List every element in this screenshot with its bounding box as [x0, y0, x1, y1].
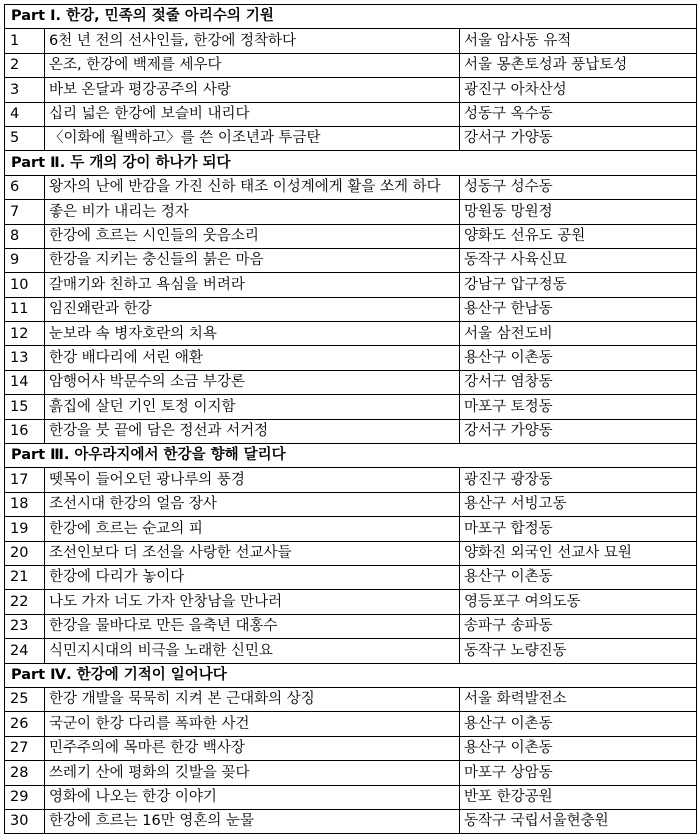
chapter-title: 6천 년 전의 선사인들, 한강에 정착하다 [45, 29, 460, 53]
chapter-location: 용산구 이촌동 [460, 565, 697, 589]
chapter-number: 18 [5, 492, 45, 516]
chapter-location: 마포구 합정동 [460, 517, 697, 541]
chapter-number: 19 [5, 517, 45, 541]
chapter-number: 23 [5, 614, 45, 638]
part-heading-row [5, 5, 697, 29]
table-row [5, 590, 697, 614]
table-row [5, 517, 697, 541]
table-row [5, 78, 697, 102]
chapter-number: 15 [5, 395, 45, 419]
table-row [5, 224, 697, 248]
table-row [5, 492, 697, 516]
table-row [5, 419, 697, 443]
chapter-title: 민주주의에 목마른 한강 백사장 [45, 736, 460, 760]
table-row [5, 736, 697, 760]
part-heading: Part Ⅳ. 한강에 기적이 일어나다 [5, 663, 697, 687]
chapter-title: 〈이화에 월백하고〉를 쓴 이조년과 투금탄 [45, 126, 460, 150]
table-of-contents [4, 4, 697, 834]
chapter-number: 14 [5, 370, 45, 394]
table-row [5, 200, 697, 224]
chapter-title: 한강을 지키는 충신들의 붉은 마음 [45, 248, 460, 272]
table-row [5, 395, 697, 419]
chapter-number: 30 [5, 809, 45, 833]
chapter-title: 쓰레기 산에 평화의 깃발을 꽂다 [45, 761, 460, 785]
chapter-title: 한강에 흐르는 시인들의 웃음소리 [45, 224, 460, 248]
chapter-title: 한강 개발을 묵묵히 지켜 본 근대화의 상징 [45, 687, 460, 711]
part-heading: Part Ⅰ. 한강, 민족의 젖줄 아리수의 기원 [5, 5, 697, 29]
chapter-number: 4 [5, 102, 45, 126]
toc-body [5, 5, 697, 834]
chapter-location: 양화진 외국인 선교사 묘원 [460, 541, 697, 565]
table-row [5, 468, 697, 492]
chapter-number: 9 [5, 248, 45, 272]
chapter-title: 십리 넓은 한강에 보슬비 내리다 [45, 102, 460, 126]
chapter-location: 용산구 이촌동 [460, 346, 697, 370]
chapter-location: 마포구 상암동 [460, 761, 697, 785]
chapter-title: 바보 온달과 평강공주의 사랑 [45, 78, 460, 102]
chapter-location: 용산구 이촌동 [460, 736, 697, 760]
chapter-number: 6 [5, 175, 45, 199]
table-row [5, 297, 697, 321]
chapter-title: 임진왜란과 한강 [45, 297, 460, 321]
chapter-title: 눈보라 속 병자호란의 치욕 [45, 322, 460, 346]
chapter-location: 성동구 성수동 [460, 175, 697, 199]
chapter-title: 조선인보다 더 조선을 사랑한 선교사들 [45, 541, 460, 565]
chapter-title: 한강에 흐르는 16만 영혼의 눈물 [45, 809, 460, 833]
part-heading-row [5, 663, 697, 687]
chapter-location: 마포구 토정동 [460, 395, 697, 419]
chapter-location: 동작구 노량진동 [460, 639, 697, 663]
chapter-title: 영화에 나오는 한강 이야기 [45, 785, 460, 809]
chapter-location: 영등포구 여의도동 [460, 590, 697, 614]
chapter-number: 16 [5, 419, 45, 443]
table-row [5, 346, 697, 370]
chapter-location: 송파구 송파동 [460, 614, 697, 638]
chapter-title: 한강에 다리가 놓이다 [45, 565, 460, 589]
table-row [5, 761, 697, 785]
chapter-title: 갈매기와 친하고 욕심을 버려라 [45, 273, 460, 297]
chapter-location: 성동구 옥수동 [460, 102, 697, 126]
chapter-number: 25 [5, 687, 45, 711]
chapter-location: 양화도 선유도 공원 [460, 224, 697, 248]
chapter-location: 동작구 국립서울현충원 [460, 809, 697, 833]
chapter-number: 29 [5, 785, 45, 809]
table-row [5, 102, 697, 126]
table-row [5, 687, 697, 711]
chapter-location: 용산구 서빙고동 [460, 492, 697, 516]
chapter-location: 망원동 망원정 [460, 200, 697, 224]
chapter-title: 한강을 붓 끝에 담은 정선과 서거정 [45, 419, 460, 443]
table-row [5, 809, 697, 833]
chapter-number: 27 [5, 736, 45, 760]
chapter-number: 26 [5, 712, 45, 736]
chapter-number: 8 [5, 224, 45, 248]
chapter-number: 13 [5, 346, 45, 370]
chapter-title: 한강 배다리에 서린 애환 [45, 346, 460, 370]
chapter-title: 왕자의 난에 반감을 가진 신하 태조 이성계에게 활을 쏘게 하다 [45, 175, 460, 199]
table-row [5, 53, 697, 77]
chapter-title: 흙집에 살던 기인 토정 이지함 [45, 395, 460, 419]
table-row [5, 370, 697, 394]
table-row [5, 541, 697, 565]
chapter-title: 국군이 한강 다리를 폭파한 사건 [45, 712, 460, 736]
chapter-number: 10 [5, 273, 45, 297]
table-row [5, 565, 697, 589]
chapter-number: 1 [5, 29, 45, 53]
chapter-title: 조선시대 한강의 얼음 장사 [45, 492, 460, 516]
chapter-number: 21 [5, 565, 45, 589]
chapter-number: 11 [5, 297, 45, 321]
chapter-location: 강서구 염창동 [460, 370, 697, 394]
table-row [5, 785, 697, 809]
part-heading: Part Ⅱ. 두 개의 강이 하나가 되다 [5, 151, 697, 175]
chapter-number: 24 [5, 639, 45, 663]
chapter-location: 동작구 사육신묘 [460, 248, 697, 272]
table-row [5, 639, 697, 663]
chapter-number: 12 [5, 322, 45, 346]
chapter-title: 온조, 한강에 백제를 세우다 [45, 53, 460, 77]
chapter-title: 한강을 물바다로 만든 을축년 대홍수 [45, 614, 460, 638]
chapter-location: 광진구 광장동 [460, 468, 697, 492]
part-heading-row [5, 151, 697, 175]
chapter-location: 광진구 아차산성 [460, 78, 697, 102]
chapter-location: 강서구 가양동 [460, 419, 697, 443]
chapter-location: 서울 화력발전소 [460, 687, 697, 711]
part-heading: Part Ⅲ. 아우라지에서 한강을 향해 달리다 [5, 444, 697, 468]
chapter-title: 암행어사 박문수의 소금 부강론 [45, 370, 460, 394]
chapter-location: 강서구 가양동 [460, 126, 697, 150]
chapter-title: 식민지시대의 비극을 노래한 신민요 [45, 639, 460, 663]
part-heading-row [5, 444, 697, 468]
chapter-location: 용산구 한남동 [460, 297, 697, 321]
chapter-number: 3 [5, 78, 45, 102]
chapter-number: 20 [5, 541, 45, 565]
chapter-title: 뗏목이 들어오던 광나루의 풍경 [45, 468, 460, 492]
table-row [5, 248, 697, 272]
chapter-location: 반포 한강공원 [460, 785, 697, 809]
table-row [5, 175, 697, 199]
chapter-location: 서울 암사동 유적 [460, 29, 697, 53]
table-row [5, 126, 697, 150]
chapter-number: 28 [5, 761, 45, 785]
table-row [5, 614, 697, 638]
chapter-number: 2 [5, 53, 45, 77]
chapter-title: 한강에 흐르는 순교의 피 [45, 517, 460, 541]
chapter-number: 17 [5, 468, 45, 492]
table-row [5, 712, 697, 736]
chapter-location: 서울 삼전도비 [460, 322, 697, 346]
chapter-location: 서울 몽촌토성과 풍납토성 [460, 53, 697, 77]
table-row [5, 322, 697, 346]
chapter-location: 용산구 이촌동 [460, 712, 697, 736]
chapter-location: 강남구 압구정동 [460, 273, 697, 297]
table-row [5, 29, 697, 53]
chapter-title: 좋은 비가 내리는 정자 [45, 200, 460, 224]
table-row [5, 273, 697, 297]
chapter-title: 나도 가자 너도 가자 안창남을 만나러 [45, 590, 460, 614]
chapter-number: 7 [5, 200, 45, 224]
chapter-number: 22 [5, 590, 45, 614]
chapter-number: 5 [5, 126, 45, 150]
